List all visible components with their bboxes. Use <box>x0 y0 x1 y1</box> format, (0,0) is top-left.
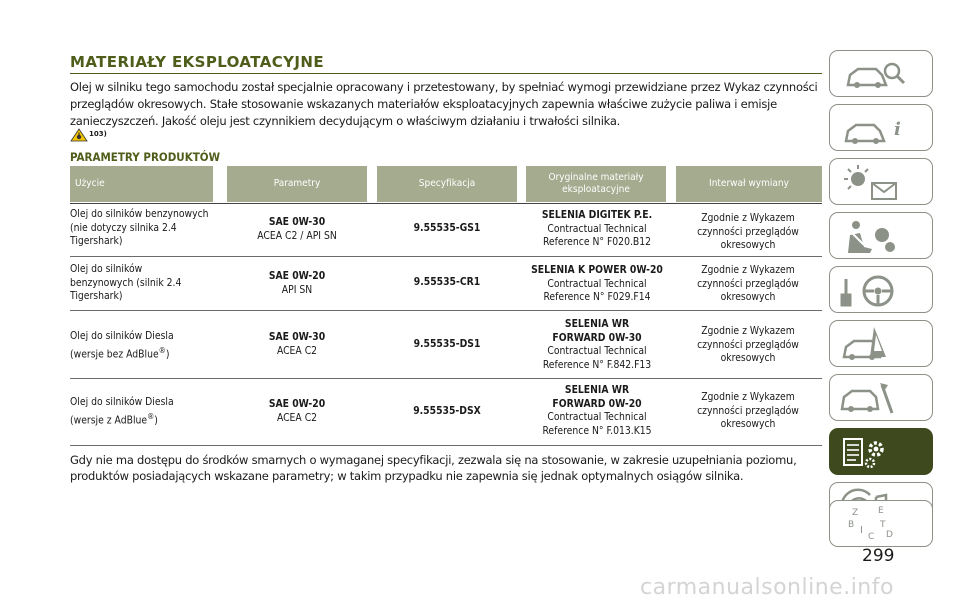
title-divider <box>70 73 822 74</box>
table-row-divider <box>70 256 822 257</box>
tab-getting-to-know-vehicle[interactable] <box>829 50 933 97</box>
parameters-cell: SAE 0W-30 ACEA C2 / API SN <box>257 216 337 242</box>
watermark-text: carmanualsonline.info <box>640 575 894 600</box>
materials-cell: SELENIA K POWER 0W-20 Contractual Technical Reference N° F029.F14 <box>531 264 663 303</box>
tab-technical-data[interactable] <box>829 428 933 475</box>
warning-icon <box>70 128 88 142</box>
footer-paragraph: Gdy nie ma dostępu do środków smarnych o wymaganej specyfikacji, zezwala się na stosowanie, w zakresie uzupełniania poziomu, produktów posiadających wskazane parametry; w takim przypadku nie zapewnia się jednak optymalnych osiągów silnika. <box>70 453 797 483</box>
specification-cell: 9.55535-GS1 <box>413 222 481 234</box>
tab-warning-lights[interactable] <box>829 158 933 205</box>
table-bottom-rule <box>70 445 822 446</box>
svg-text:i: i <box>894 119 901 140</box>
interval-cell: Zgodnie z Wykazem czynności przeglądów okresowych <box>697 212 799 251</box>
interval-cell: Zgodnie z Wykazem czynności przeglądów okresowych <box>697 391 799 430</box>
specification-cell: 9.55535-CR1 <box>413 276 481 288</box>
tab-starting-driving[interactable] <box>829 266 933 313</box>
table-header-specification: Specyfikacja <box>377 166 517 202</box>
table-header-interval: Interwał wymiany <box>676 166 822 202</box>
usage-cell: Olej do silników benzynowych (nie dotyczy silnika 2.4 Tigershark) <box>70 208 209 247</box>
specification-cell: 9.55535-DS1 <box>413 338 481 350</box>
tab-servicing-care[interactable] <box>829 374 933 421</box>
tab-safety[interactable] <box>829 212 933 259</box>
svg-text:T: T <box>880 520 886 530</box>
interval-cell: Zgodnie z Wykazem czynności przeglądów okresowych <box>697 264 799 303</box>
warning-reference: 103) <box>89 130 107 138</box>
parameters-cell: SAE 0W-30 ACEA C2 <box>268 331 326 357</box>
table-row-divider <box>70 378 822 379</box>
interval-cell: Zgodnie z Wykazem czynności przeglądów okresowych <box>697 325 799 364</box>
car-service-icon <box>830 375 934 422</box>
table-header-parameters: Parametry <box>227 166 367 202</box>
table-header-usage: Użycie <box>70 166 213 202</box>
svg-text:C: C <box>868 532 875 542</box>
page-number: 299 <box>862 546 895 566</box>
tab-in-emergency[interactable] <box>829 320 933 367</box>
subsection-title: PARAMETRY PRODUKTÓW <box>70 150 220 164</box>
usage-cell: Olej do silników Diesla (wersje bez AdBlue®) <box>70 330 174 360</box>
car-info-icon <box>830 105 934 152</box>
usage-cell: Olej do silników benzynowych (silnik 2.4 Tigershark) <box>70 263 182 302</box>
technical-data-icon <box>830 429 934 476</box>
materials-cell: SELENIA WR FORWARD 0W-30 Contractual Technical Reference N° F.842.F13 <box>542 318 652 371</box>
seatbelt-airbag-icon <box>830 213 934 260</box>
svg-text:D: D <box>886 530 893 540</box>
usage-cell: Olej do silników Diesla (wersje z AdBlue®) <box>70 396 174 426</box>
svg-text:E: E <box>878 506 884 516</box>
index-alphabet-icon <box>830 501 934 548</box>
tab-index[interactable] <box>829 500 933 547</box>
specification-cell: 9.55535-DSX <box>413 405 481 417</box>
warning-lights-icon <box>830 159 934 206</box>
table-row-divider <box>70 310 822 311</box>
intro-paragraph: Olej w silniku tego samochodu został specjalnie opracowany i przetestowany, by spełniać wymogi przewidziane przez Wykaz czynności przeglądów okresowych. Stałe stosowanie wskazanych materiałów eksploatacyjnych zapewnia właściwe zużycie paliwa i emisje zanieczyszczeń. Jakość oleju jest czynnikiem decydującym o właściwym działaniu i trwałości silnika. <box>70 80 818 128</box>
svg-text:B: B <box>848 520 855 530</box>
parameters-cell: SAE 0W-20 ACEA C2 <box>268 398 326 424</box>
parameters-cell: SAE 0W-20 API SN <box>268 270 326 296</box>
steering-wheel-icon <box>830 267 934 314</box>
car-magnifier-icon <box>830 51 934 98</box>
materials-cell: SELENIA WR FORWARD 0W-20 Contractual Technical Reference N° F.013.K15 <box>542 384 652 437</box>
materials-cell: SELENIA DIGITEK P.E. Contractual Technical Reference N° F020.B12 <box>541 209 653 248</box>
road-emergency-icon <box>830 321 934 368</box>
section-title: MATERIAŁY EKSPLOATACYJNE <box>70 53 324 71</box>
table-header-materials: Oryginalne materiały eksploatacyjne <box>526 166 666 202</box>
svg-text:Z: Z <box>852 508 859 518</box>
svg-text:I: I <box>860 525 863 536</box>
table-top-rule <box>70 203 822 204</box>
tab-dashboard[interactable] <box>829 104 933 151</box>
